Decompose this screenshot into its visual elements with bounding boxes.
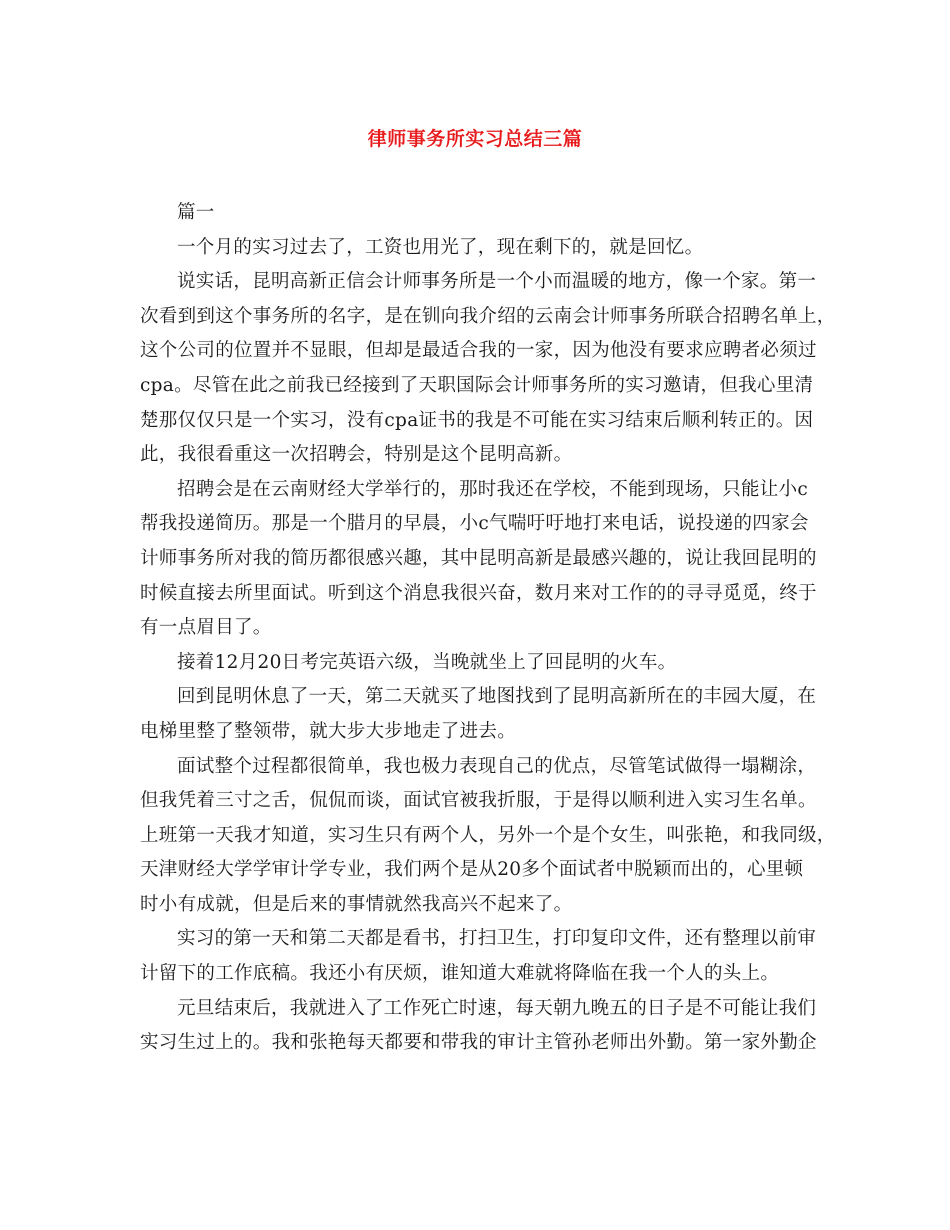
text-line: 天津财经大学学审计学专业，我们两个是从20多个面试者中脱颖而出的，心里顿	[140, 859, 804, 881]
text-line: 次看到到这个事务所的名字，是在钏向我介绍的云南会计师事务所联合招聘名单上，	[140, 305, 836, 327]
text-line: 接着12月20日考完英语六级，当晚就坐上了回昆明的火车。	[177, 651, 677, 673]
text-line: 回到昆明休息了一天，第二天就买了地图找到了昆明高新所在的丰园大厦，在	[177, 686, 817, 708]
text-line: 面试整个过程都很简单，我也极力表现自己的优点，尽管笔试做得一塌糊涂，	[177, 755, 817, 777]
text-line: 帮我投递简历。那是一个腊月的早晨，小c气喘吁吁地打来电话，说投递的四家会	[140, 513, 809, 535]
text-line: 有一点眉目了。	[140, 617, 272, 639]
text-line: 说实话，昆明高新正信会计师事务所是一个小而温暖的地方，像一个家。第一	[177, 271, 817, 293]
text-line: 实习生过上的。我和张艳每天都要和带我的审计主管孙老师出外勤。第一家外勤企	[140, 1032, 817, 1054]
text-line: 这个公司的位置并不显眼，但却是最适合我的一家，因为他没有要求应聘者必须过	[140, 340, 817, 362]
text-line: 楚那仅仅只是一个实习，没有cpa证书的我是不可能在实习结束后顺利转正的。因	[140, 409, 814, 431]
text-line: 元旦结束后，我就进入了工作死亡时速，每天朝九晚五的日子是不可能让我们	[177, 997, 817, 1019]
text-line: 招聘会是在云南财经大学举行的，那时我还在学校，不能到现场，只能让小c	[177, 478, 809, 500]
text-line: 但我凭着三寸之舌，侃侃而谈，面试官被我折服，于是得以顺利进入实习生名单。	[140, 790, 817, 812]
text-line: 实习的第一天和第二天都是看书，打扫卫生，打印复印文件，还有整理以前审	[177, 928, 817, 950]
document-title: 律师事务所实习总结三篇	[367, 128, 583, 150]
text-line: 电梯里整了整领带，就大步大步地走了进去。	[140, 720, 517, 742]
text-line: 上班第一天我才知道，实习生只有两个人，另外一个是个女生，叫张艳，和我同级，	[140, 824, 836, 846]
document-body	[140, 196, 836, 1061]
text-line: 时候直接去所里面试。听到这个消息我很兴奋，数月来对工作的的寻寻觅觅，终于	[140, 582, 817, 604]
text-line: cpa。尽管在此之前我已经接到了天职国际会计师事务所的实习邀请，但我心里清	[140, 374, 814, 396]
text-line: 计师事务所对我的简历都很感兴趣，其中昆明高新是最感兴趣的，说让我回昆明的	[140, 547, 817, 569]
text-line: 计留下的工作底稿。我还小有厌烦，谁知道大难就将降临在我一个人的头上。	[140, 963, 780, 985]
text-line: 时小有成就，但是后来的事情就然我高兴不起来了。	[140, 893, 573, 915]
text-line: 篇一	[177, 202, 215, 223]
text-line: 一个月的实习过去了，工资也用光了，现在剩下的，就是回忆。	[177, 236, 704, 258]
text-line: 此，我很看重这一次招聘会，特别是这个昆明高新。	[140, 444, 573, 466]
